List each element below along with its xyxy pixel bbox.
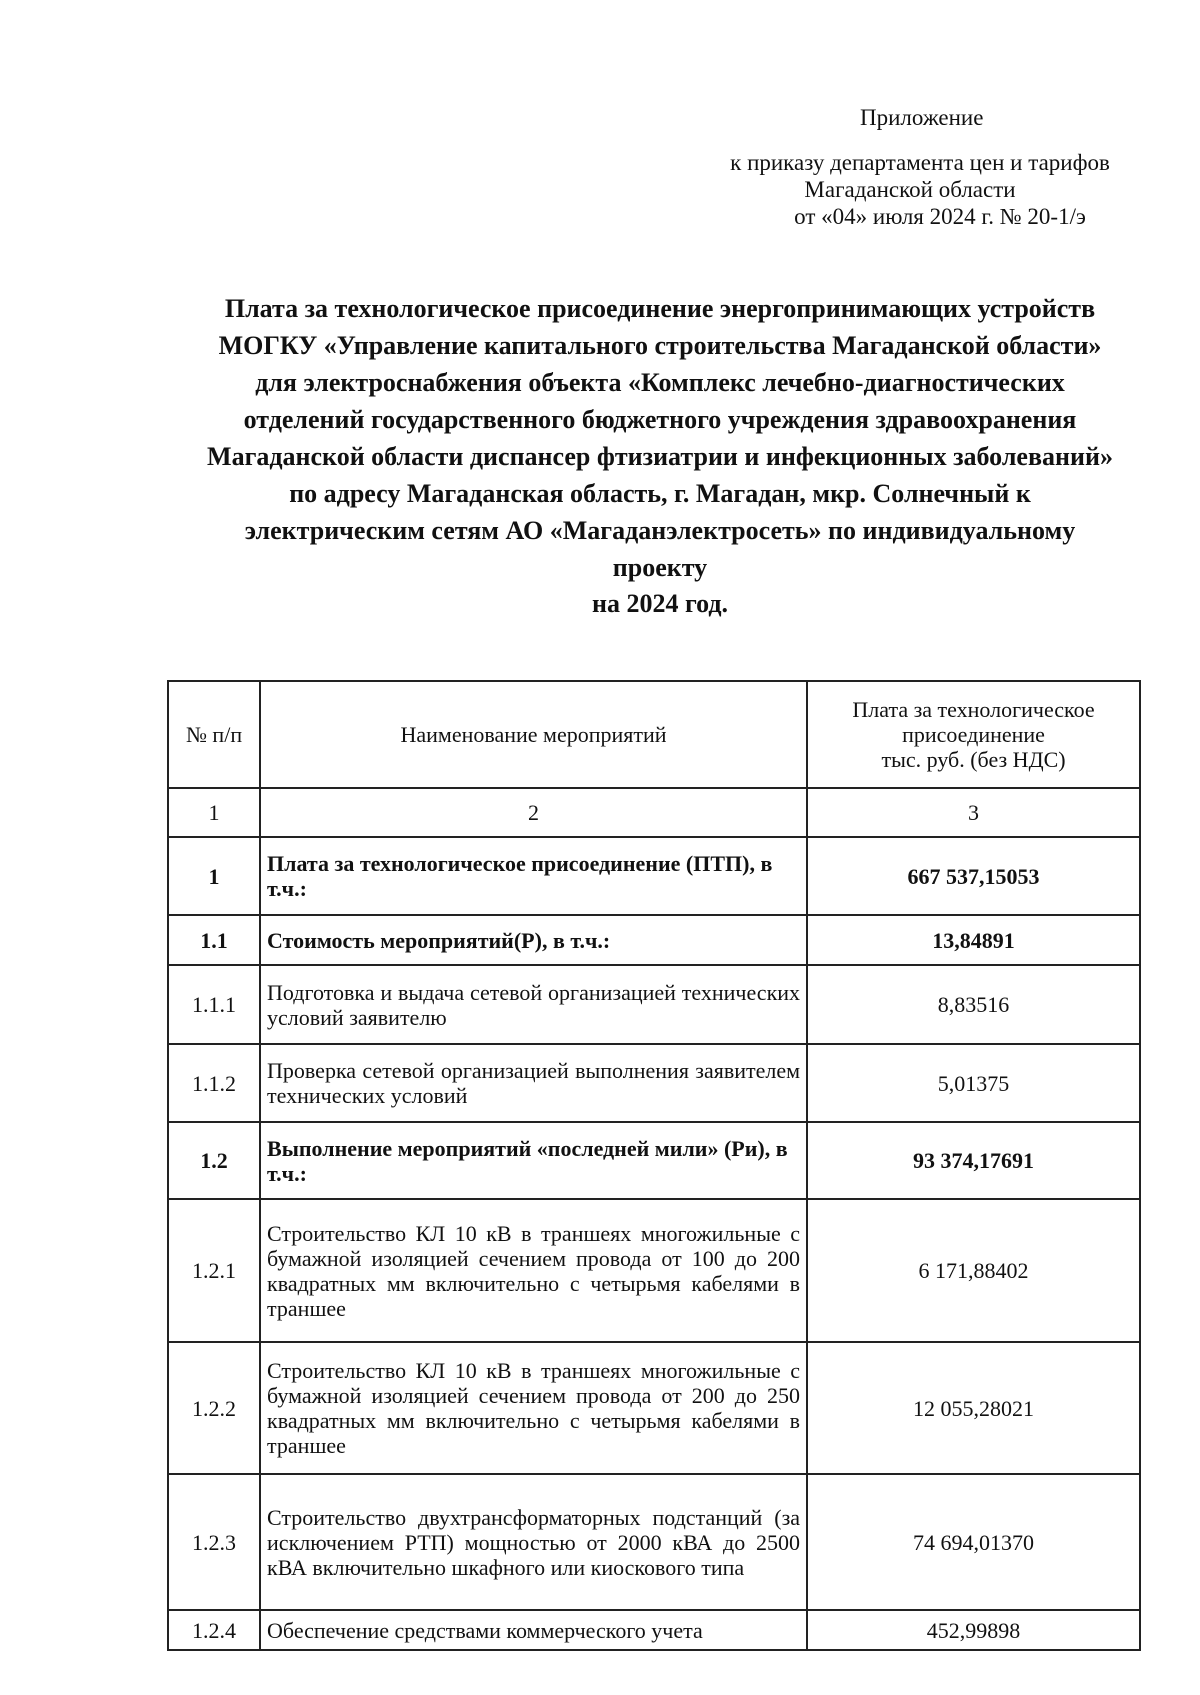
row-value: 74 694,01370 xyxy=(807,1474,1140,1610)
document-title-text: Плата за технологическое присоединение энергопринимающих устройств МОГКУ «Управление капитального строительства Магаданской области» для электроснабжения объекта «Комплекс лечебно-диагностических отделений государственного бюджетного учреждения здравоохранения Магаданской области диспансер фтизиатрии и инфекционных заболеваний» по адресу Магаданская область, г. Магадан, мкр. Солнечный к электрическим сетям АО «Магаданэлектросеть» по индивидуальному проекту xyxy=(207,294,1113,582)
document-title xyxy=(200,290,1120,622)
appendix-line-region: Магаданской области xyxy=(804,177,1016,202)
row-num: 1.1 xyxy=(168,915,260,965)
appendix-block xyxy=(700,104,1160,230)
header-value-line: Плата за технологическое xyxy=(852,697,1095,722)
row-num: 1.2.1 xyxy=(168,1199,260,1342)
row-name: Выполнение мероприятий «последней мили» (Ри), в т.ч.: xyxy=(260,1122,807,1199)
row-value: 5,01375 xyxy=(807,1044,1140,1122)
header-value-line: тыс. руб. (без НДС) xyxy=(881,747,1066,772)
table-row xyxy=(168,915,1140,965)
row-value: 667 537,15053 xyxy=(807,837,1140,915)
row-name: Подготовка и выдача сетевой организацией технических условий заявителю xyxy=(260,965,807,1044)
table-row xyxy=(168,1474,1140,1610)
row-num: 1.2.4 xyxy=(168,1610,260,1650)
header-value xyxy=(807,681,1140,788)
row-value: 8,83516 xyxy=(807,965,1140,1044)
row-value: 93 374,17691 xyxy=(807,1122,1140,1199)
index-cell: 3 xyxy=(807,788,1140,837)
header-num: № п/п xyxy=(168,681,260,788)
row-num: 1.2.2 xyxy=(168,1342,260,1474)
row-name: Строительство КЛ 10 кВ в траншеях многожильные с бумажной изоляцией сечением провода от 200 до 250 квадратных мм включительно с четырьмя кабелями в траншее xyxy=(260,1342,807,1474)
table-row xyxy=(168,1610,1140,1650)
row-value: 6 171,88402 xyxy=(807,1199,1140,1342)
index-cell: 2 xyxy=(260,788,807,837)
header-value-line: присоединение xyxy=(902,722,1045,747)
row-num: 1 xyxy=(168,837,260,915)
row-name: Строительство двухтрансформаторных подстанций (за исключением РТП) мощностью от 2000 кВА до 2500 кВА включительно шкафного или киоскового типа xyxy=(260,1474,807,1610)
row-value: 13,84891 xyxy=(807,915,1140,965)
row-num: 1.2 xyxy=(168,1122,260,1199)
appendix-line-order: к приказу департамента цен и тарифов xyxy=(730,150,1110,175)
row-name: Плата за технологическое присоединение (ПТП), в т.ч.: xyxy=(260,837,807,915)
table-row xyxy=(168,837,1140,915)
document-title-year: на 2024 год. xyxy=(591,589,729,618)
index-cell: 1 xyxy=(168,788,260,837)
table-row xyxy=(168,1199,1140,1342)
row-name: Проверка сетевой организацией выполнения заявителем технических условий xyxy=(260,1044,807,1122)
appendix-line-date: от «04» июля 2024 г. № 20-1/э xyxy=(794,204,1086,229)
row-num: 1.2.3 xyxy=(168,1474,260,1610)
table-index-row xyxy=(168,788,1140,837)
row-name: Строительство КЛ 10 кВ в траншеях многожильные с бумажной изоляцией сечением провода от 100 до 200 квадратных мм включительно с четырьмя кабелями в траншее xyxy=(260,1199,807,1342)
table-row xyxy=(168,1044,1140,1122)
row-value: 452,99898 xyxy=(807,1610,1140,1650)
table-row xyxy=(168,1342,1140,1474)
appendix-label: Приложение xyxy=(860,105,984,130)
header-name: Наименование мероприятий xyxy=(260,681,807,788)
row-value: 12 055,28021 xyxy=(807,1342,1140,1474)
row-name: Стоимость мероприятий(Р), в т.ч.: xyxy=(260,915,807,965)
table-row xyxy=(168,965,1140,1044)
fee-table xyxy=(167,680,1141,1651)
row-num: 1.1.2 xyxy=(168,1044,260,1122)
row-num: 1.1.1 xyxy=(168,965,260,1044)
row-name: Обеспечение средствами коммерческого учета xyxy=(260,1610,807,1650)
table-row xyxy=(168,1122,1140,1199)
table-header-row xyxy=(168,681,1140,788)
